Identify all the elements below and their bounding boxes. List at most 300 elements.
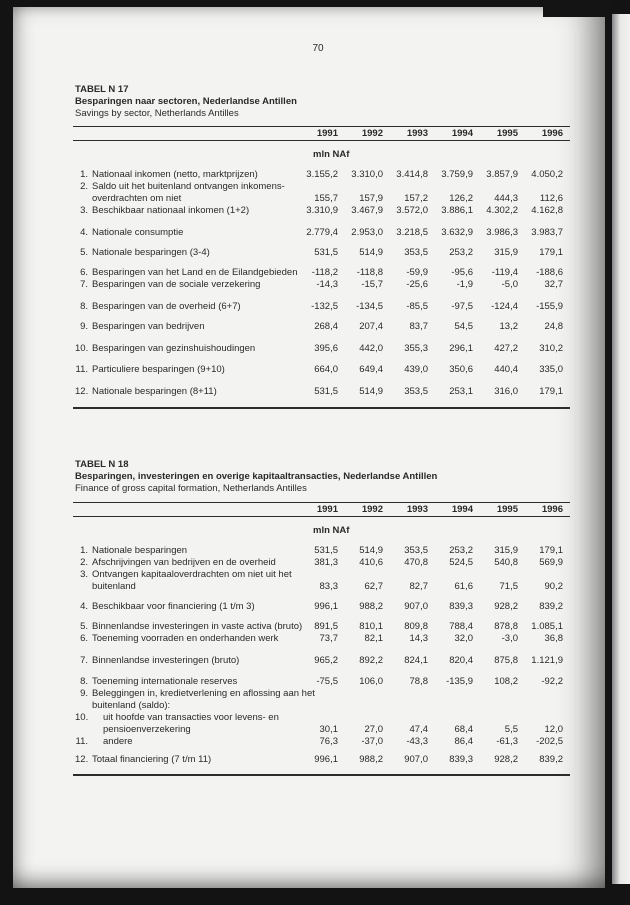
cell-value: 310,2 bbox=[539, 343, 563, 354]
row-label: Besparingen van de overheid (6+7) bbox=[92, 301, 241, 312]
row-label: Besparingen van gezinshuishoudingen bbox=[92, 343, 256, 354]
cell-value: 839,3 bbox=[449, 601, 473, 612]
cell-value: 76,3 bbox=[319, 736, 338, 747]
cell-value: -85,5 bbox=[406, 301, 428, 312]
cell-value: 1992 bbox=[361, 128, 383, 139]
row-number: 3. bbox=[80, 569, 88, 580]
cell-value bbox=[293, 569, 338, 581]
cell-value: 1991 bbox=[316, 128, 338, 139]
cell-value: 1994 bbox=[451, 128, 473, 139]
cell-value: 157,9 bbox=[359, 193, 383, 204]
row-label: Nationaal inkomen (netto, marktprijzen) bbox=[92, 169, 258, 180]
row-label: Nationale consumptie bbox=[92, 227, 184, 238]
cell-value: -119,4 bbox=[491, 267, 518, 278]
cell-value: 664,0 bbox=[314, 364, 338, 375]
row-values bbox=[293, 633, 570, 645]
row-number: 3. bbox=[80, 205, 88, 216]
cell-value: 649,4 bbox=[359, 364, 383, 375]
cell-value bbox=[428, 569, 473, 581]
cell-value: 1991 bbox=[316, 504, 338, 515]
cell-value: 427,2 bbox=[494, 343, 518, 354]
table-bottom-rule bbox=[73, 407, 570, 409]
table-row bbox=[73, 545, 570, 557]
row-values bbox=[293, 754, 570, 766]
row-number: 12. bbox=[75, 386, 89, 397]
row-number: 5. bbox=[80, 621, 88, 632]
cell-value bbox=[473, 712, 518, 724]
row-number: 10. bbox=[75, 712, 89, 723]
year-headers bbox=[293, 128, 570, 140]
cell-value: 988,2 bbox=[359, 601, 383, 612]
cell-value: 514,9 bbox=[359, 247, 383, 258]
row-label: Besparingen van de sociale verzekering bbox=[92, 279, 261, 290]
cell-value: 47,4 bbox=[409, 724, 428, 735]
cell-value: 78,8 bbox=[409, 676, 428, 687]
cell-value bbox=[293, 688, 338, 700]
cell-value bbox=[293, 181, 338, 193]
cell-value: 891,5 bbox=[314, 621, 338, 632]
row-values bbox=[293, 545, 570, 557]
table-row bbox=[73, 343, 570, 355]
cell-value: 71,5 bbox=[499, 581, 518, 592]
row-label: buitenland (saldo): bbox=[92, 700, 171, 711]
cell-value: 988,2 bbox=[359, 754, 383, 765]
cell-value: -59,9 bbox=[406, 267, 428, 278]
cell-value: 5,5 bbox=[504, 724, 518, 735]
cell-value: 514,9 bbox=[359, 545, 383, 556]
row-values bbox=[293, 736, 570, 748]
cell-value: 24,8 bbox=[544, 321, 563, 332]
cell-value: 353,5 bbox=[404, 386, 428, 397]
cell-value: -118,8 bbox=[356, 267, 383, 278]
cell-value bbox=[428, 688, 473, 700]
row-number: 8. bbox=[80, 301, 88, 312]
row-values bbox=[293, 655, 570, 667]
cell-value bbox=[293, 700, 338, 712]
table-row bbox=[73, 676, 570, 688]
row-values bbox=[293, 301, 570, 313]
cell-value: -37,0 bbox=[361, 736, 383, 747]
row-values bbox=[293, 267, 570, 279]
cell-value bbox=[338, 688, 383, 700]
row-values bbox=[293, 386, 570, 398]
cell-value bbox=[383, 181, 428, 193]
cell-value: 179,1 bbox=[539, 545, 563, 556]
cell-value: -202,5 bbox=[536, 736, 563, 747]
cell-value: 3.759,9 bbox=[441, 169, 473, 180]
cell-value: 54,5 bbox=[454, 321, 473, 332]
cell-value: -14,3 bbox=[316, 279, 338, 290]
row-number: 7. bbox=[80, 279, 88, 290]
row-label: Totaal financiering (7 t/m 11) bbox=[92, 754, 212, 765]
cell-value bbox=[518, 712, 563, 724]
cell-value: 1993 bbox=[406, 504, 428, 515]
cell-value bbox=[338, 712, 383, 724]
cell-value: 335,0 bbox=[539, 364, 563, 375]
cell-value: 316,0 bbox=[494, 386, 518, 397]
cell-value: 86,4 bbox=[454, 736, 473, 747]
cell-value: 2.779,4 bbox=[306, 227, 338, 238]
cell-value: 350,6 bbox=[449, 364, 473, 375]
cell-value bbox=[338, 700, 383, 712]
cell-value: 4.162,8 bbox=[531, 205, 563, 216]
table-id: TABEL N 18 bbox=[75, 459, 129, 470]
cell-value: 253,2 bbox=[449, 247, 473, 258]
table-title-en: Finance of gross capital formation, Netherlands Antilles bbox=[75, 483, 307, 494]
page-number: 70 bbox=[312, 43, 324, 54]
cell-value: 268,4 bbox=[314, 321, 338, 332]
table-header-row bbox=[73, 502, 570, 517]
row-number: 7. bbox=[80, 655, 88, 666]
cell-value: 179,1 bbox=[539, 386, 563, 397]
cell-value: 3.983,7 bbox=[531, 227, 563, 238]
cell-value: -15,7 bbox=[361, 279, 383, 290]
cell-value: -75,5 bbox=[316, 676, 338, 687]
row-values bbox=[293, 321, 570, 333]
cell-value: -95,6 bbox=[451, 267, 473, 278]
cell-value: 83,7 bbox=[409, 321, 428, 332]
cell-value: 1992 bbox=[361, 504, 383, 515]
row-label: uit hoofde van transacties voor levens- en bbox=[103, 712, 279, 723]
row-label: Saldo uit het buitenland ontvangen inkomens- bbox=[92, 181, 285, 192]
cell-value: 4.050,2 bbox=[531, 169, 563, 180]
row-label: Beschikbaar voor financiering (1 t/m 3) bbox=[92, 601, 255, 612]
cell-value: 809,8 bbox=[404, 621, 428, 632]
table-row bbox=[73, 169, 570, 181]
cell-value bbox=[338, 569, 383, 581]
row-number: 12. bbox=[75, 754, 89, 765]
adjacent-page-edge bbox=[612, 14, 630, 884]
cell-value: 3.632,9 bbox=[441, 227, 473, 238]
row-label: Ontvangen kapitaaloverdrachten om niet uit het bbox=[92, 569, 292, 580]
cell-value: -25,6 bbox=[406, 279, 428, 290]
cell-value: 907,0 bbox=[404, 754, 428, 765]
cell-value: 155,7 bbox=[314, 193, 338, 204]
cell-value: 569,9 bbox=[539, 557, 563, 568]
cell-value: 381,3 bbox=[314, 557, 338, 568]
cell-value: 3.155,2 bbox=[306, 169, 338, 180]
cell-value: 353,5 bbox=[404, 545, 428, 556]
cell-value: 3.467,9 bbox=[351, 205, 383, 216]
cell-value bbox=[518, 688, 563, 700]
row-values bbox=[293, 247, 570, 259]
row-values bbox=[293, 279, 570, 291]
cell-value bbox=[518, 181, 563, 193]
cell-value bbox=[428, 712, 473, 724]
table-row bbox=[73, 557, 570, 569]
row-values bbox=[293, 724, 570, 736]
cell-value: 179,1 bbox=[539, 247, 563, 258]
row-values bbox=[293, 227, 570, 239]
cell-value: 3.218,5 bbox=[396, 227, 428, 238]
table-row bbox=[73, 193, 570, 205]
cell-value: -92,2 bbox=[541, 676, 563, 687]
cell-value: -155,9 bbox=[536, 301, 563, 312]
row-label: Nationale besparingen bbox=[92, 545, 188, 556]
cell-value: 3.986,3 bbox=[486, 227, 518, 238]
cell-value: -132,5 bbox=[311, 301, 338, 312]
table-row bbox=[73, 321, 570, 333]
table-row bbox=[73, 301, 570, 313]
cell-value: 3.857,9 bbox=[486, 169, 518, 180]
row-values bbox=[293, 193, 570, 205]
cell-value: 514,9 bbox=[359, 386, 383, 397]
row-label: Binnenlandse investeringen (bruto) bbox=[92, 655, 240, 666]
cell-value: 30,1 bbox=[319, 724, 338, 735]
table-row bbox=[73, 736, 570, 748]
scanned-page bbox=[13, 7, 605, 888]
table-bottom-rule bbox=[73, 774, 570, 776]
cell-value: 62,7 bbox=[364, 581, 383, 592]
unit-label: mln NAf bbox=[313, 149, 350, 160]
cell-value: 444,3 bbox=[494, 193, 518, 204]
cell-value bbox=[383, 712, 428, 724]
cell-value bbox=[383, 688, 428, 700]
cell-value bbox=[518, 569, 563, 581]
cell-value: -188,6 bbox=[536, 267, 563, 278]
cell-value: -1,9 bbox=[456, 279, 473, 290]
cell-value: 126,2 bbox=[449, 193, 473, 204]
table-row bbox=[73, 267, 570, 279]
cell-value: 1994 bbox=[451, 504, 473, 515]
row-label: Toeneming voorraden en onderhanden werk bbox=[92, 633, 279, 644]
row-label: Beschikbaar nationaal inkomen (1+2) bbox=[92, 205, 250, 216]
cell-value: 355,3 bbox=[404, 343, 428, 354]
table-row bbox=[73, 279, 570, 291]
cell-value: 73,7 bbox=[319, 633, 338, 644]
row-values bbox=[293, 364, 570, 376]
row-number: 8. bbox=[80, 676, 88, 687]
cell-value: 878,8 bbox=[494, 621, 518, 632]
cell-value: 928,2 bbox=[494, 754, 518, 765]
cell-value: 1.121,9 bbox=[531, 655, 563, 666]
cell-value: 410,6 bbox=[359, 557, 383, 568]
year-headers bbox=[293, 504, 570, 516]
table-row bbox=[73, 700, 570, 712]
row-number: 1. bbox=[80, 169, 88, 180]
table-row bbox=[73, 688, 570, 700]
row-number: 6. bbox=[80, 267, 88, 278]
table-title-nl: Besparingen naar sectoren, Nederlandse Antillen bbox=[75, 96, 297, 107]
cell-value: -5,0 bbox=[501, 279, 518, 290]
cell-value: 14,3 bbox=[409, 633, 428, 644]
cell-value: 82,1 bbox=[364, 633, 383, 644]
row-values bbox=[293, 601, 570, 613]
cell-value: 839,3 bbox=[449, 754, 473, 765]
cell-value: -61,3 bbox=[496, 736, 518, 747]
cell-value: 1995 bbox=[496, 128, 518, 139]
row-values bbox=[293, 557, 570, 569]
cell-value: -124,4 bbox=[491, 301, 518, 312]
cell-value: 3.886,1 bbox=[441, 205, 473, 216]
cell-value: 3.414,8 bbox=[396, 169, 428, 180]
table-row bbox=[73, 633, 570, 645]
cell-value: 788,4 bbox=[449, 621, 473, 632]
table-row bbox=[73, 655, 570, 667]
row-number: 5. bbox=[80, 247, 88, 258]
cell-value: 470,8 bbox=[404, 557, 428, 568]
cell-value: 4.302,2 bbox=[486, 205, 518, 216]
cell-value: 928,2 bbox=[494, 601, 518, 612]
cell-value: 207,4 bbox=[359, 321, 383, 332]
cell-value: 68,4 bbox=[454, 724, 473, 735]
table-row bbox=[73, 724, 570, 736]
table-n17 bbox=[73, 84, 570, 409]
table-row bbox=[73, 181, 570, 193]
row-values bbox=[293, 621, 570, 633]
row-label: Besparingen van bedrijven bbox=[92, 321, 205, 332]
cell-value bbox=[518, 700, 563, 712]
cell-value: -3,0 bbox=[501, 633, 518, 644]
cell-value: 3.572,0 bbox=[396, 205, 428, 216]
row-number: 11. bbox=[75, 736, 88, 747]
row-values bbox=[293, 569, 570, 581]
row-values bbox=[293, 676, 570, 688]
cell-value: 996,1 bbox=[314, 601, 338, 612]
cell-value: 531,5 bbox=[314, 247, 338, 258]
unit-label: mln NAf bbox=[313, 525, 350, 536]
row-number: 6. bbox=[80, 633, 88, 644]
cell-value: 106,0 bbox=[359, 676, 383, 687]
cell-value bbox=[383, 700, 428, 712]
cell-value: 440,4 bbox=[494, 364, 518, 375]
cell-value: 442,0 bbox=[359, 343, 383, 354]
scan-black-corner bbox=[543, 0, 613, 17]
row-label: Nationale besparingen (8+11) bbox=[92, 386, 217, 397]
row-label: Nationale besparingen (3-4) bbox=[92, 247, 210, 258]
cell-value: 2.953,0 bbox=[351, 227, 383, 238]
table-id: TABEL N 17 bbox=[75, 84, 129, 95]
row-label: Particuliere besparingen (9+10) bbox=[92, 364, 225, 375]
table-header-row bbox=[73, 126, 570, 141]
cell-value: 810,1 bbox=[359, 621, 383, 632]
cell-value: 13,2 bbox=[499, 321, 518, 332]
cell-value: 1996 bbox=[541, 128, 563, 139]
row-label: Binnenlandse investeringen in vaste activa (bruto) bbox=[92, 621, 303, 632]
cell-value: 112,6 bbox=[539, 193, 563, 204]
cell-value: 108,2 bbox=[494, 676, 518, 687]
cell-value: 27,0 bbox=[364, 724, 383, 735]
row-values bbox=[293, 712, 570, 724]
cell-value bbox=[473, 700, 518, 712]
row-number: 9. bbox=[80, 321, 88, 332]
cell-value: 36,8 bbox=[544, 633, 563, 644]
page-content bbox=[73, 84, 570, 776]
cell-value bbox=[293, 712, 338, 724]
table-row bbox=[73, 227, 570, 239]
row-values bbox=[293, 181, 570, 193]
cell-value: 531,5 bbox=[314, 545, 338, 556]
row-label: overdrachten om niet bbox=[92, 193, 182, 204]
row-values bbox=[293, 205, 570, 217]
row-label: Toeneming internationale reserves bbox=[92, 676, 238, 687]
row-values bbox=[293, 688, 570, 700]
cell-value: 353,5 bbox=[404, 247, 428, 258]
cell-value: 524,5 bbox=[449, 557, 473, 568]
cell-value: 3.310,0 bbox=[351, 169, 383, 180]
row-values bbox=[293, 700, 570, 712]
cell-value: -97,5 bbox=[451, 301, 473, 312]
row-number: 2. bbox=[80, 557, 88, 568]
cell-value: 253,2 bbox=[449, 545, 473, 556]
cell-value: -43,3 bbox=[406, 736, 428, 747]
cell-value: 965,2 bbox=[314, 655, 338, 666]
row-label: buitenland bbox=[92, 581, 136, 592]
cell-value bbox=[383, 569, 428, 581]
cell-value: 907,0 bbox=[404, 601, 428, 612]
table-row bbox=[73, 569, 570, 581]
row-number: 2. bbox=[80, 181, 88, 192]
cell-value bbox=[473, 569, 518, 581]
row-values bbox=[293, 343, 570, 355]
cell-value: 157,2 bbox=[404, 193, 428, 204]
row-values bbox=[293, 581, 570, 593]
cell-value: 315,9 bbox=[494, 247, 518, 258]
table-title-en: Savings by sector, Netherlands Antilles bbox=[75, 108, 239, 119]
cell-value: 1995 bbox=[496, 504, 518, 515]
cell-value: 531,5 bbox=[314, 386, 338, 397]
table-row bbox=[73, 386, 570, 398]
row-number: 9. bbox=[80, 688, 88, 699]
cell-value: 395,6 bbox=[314, 343, 338, 354]
cell-value: 1996 bbox=[541, 504, 563, 515]
cell-value: 892,2 bbox=[359, 655, 383, 666]
cell-value: 61,6 bbox=[454, 581, 473, 592]
cell-value: 1993 bbox=[406, 128, 428, 139]
cell-value: -118,2 bbox=[311, 267, 338, 278]
cell-value: 820,4 bbox=[449, 655, 473, 666]
table-row bbox=[73, 364, 570, 376]
cell-value: -134,5 bbox=[356, 301, 383, 312]
cell-value: 315,9 bbox=[494, 545, 518, 556]
cell-value: 1.085,1 bbox=[531, 621, 563, 632]
cell-value: 839,2 bbox=[539, 754, 563, 765]
cell-value bbox=[428, 700, 473, 712]
table-row bbox=[73, 621, 570, 633]
cell-value: 82,7 bbox=[409, 581, 428, 592]
row-number: 4. bbox=[80, 601, 88, 612]
row-label: Besparingen van het Land en de Eilandgebieden bbox=[92, 267, 298, 278]
row-label: Afschrijvingen van bedrijven en de overheid bbox=[92, 557, 276, 568]
cell-value: 439,0 bbox=[404, 364, 428, 375]
cell-value: 296,1 bbox=[449, 343, 473, 354]
cell-value: 253,1 bbox=[449, 386, 473, 397]
cell-value bbox=[473, 181, 518, 193]
row-number: 4. bbox=[80, 227, 88, 238]
cell-value: 996,1 bbox=[314, 754, 338, 765]
row-label: Beleggingen in, kredietverlening en aflossing aan het bbox=[92, 688, 315, 699]
cell-value: 32,0 bbox=[454, 633, 473, 644]
cell-value bbox=[338, 181, 383, 193]
table-row bbox=[73, 581, 570, 593]
row-number: 1. bbox=[80, 545, 88, 556]
table-n18 bbox=[73, 459, 570, 776]
cell-value: 90,2 bbox=[544, 581, 563, 592]
table-row bbox=[73, 601, 570, 613]
cell-value bbox=[428, 181, 473, 193]
cell-value: 839,2 bbox=[539, 601, 563, 612]
cell-value: -135,9 bbox=[446, 676, 473, 687]
row-label: pensioenverzekering bbox=[103, 724, 191, 735]
row-label: andere bbox=[103, 736, 133, 747]
table-row bbox=[73, 754, 570, 766]
table-title-nl: Besparingen, investeringen en overige kapitaaltransacties, Nederlandse Antillen bbox=[75, 471, 438, 482]
row-number: 11. bbox=[75, 364, 88, 375]
row-values bbox=[293, 169, 570, 181]
cell-value: 3.310,9 bbox=[306, 205, 338, 216]
cell-value: 12,0 bbox=[544, 724, 563, 735]
cell-value bbox=[473, 688, 518, 700]
